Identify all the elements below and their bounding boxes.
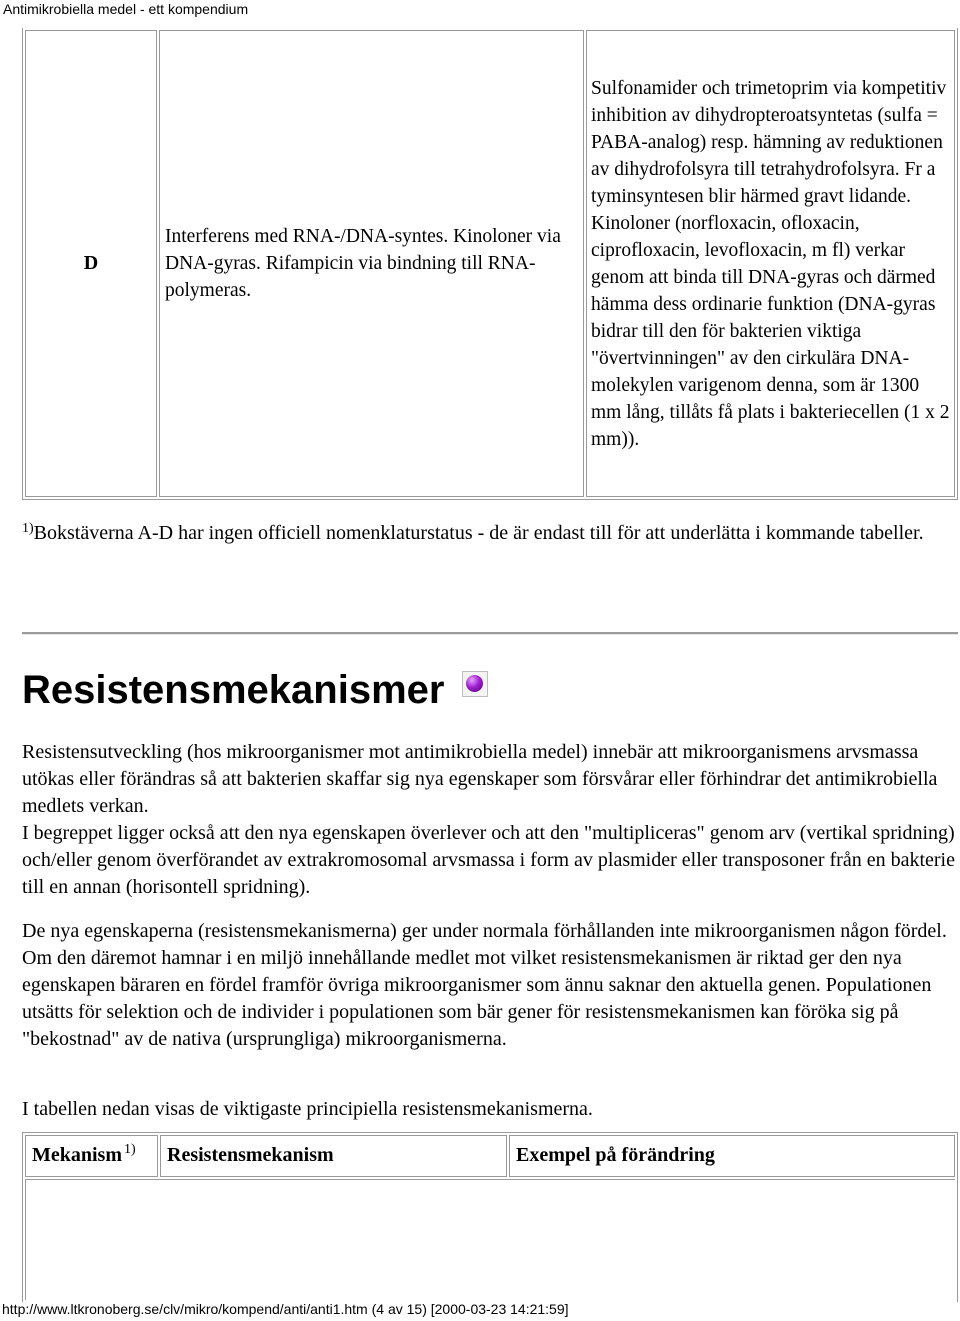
description-cell bbox=[586, 30, 955, 497]
resistance-mechanism-table bbox=[22, 1132, 958, 1302]
table-cell-empty bbox=[25, 1179, 955, 1300]
paragraph-resistance-development bbox=[22, 739, 958, 901]
paragraph-text: I begreppet ligger också att den nya egenskapen överlever och att den "multipliceras" genom arv (vertikal spridning) och/eller genom överförandet av extrakromosomal arvsmassa i form av plasmider eller transposoner från en bakterie till en annan (horisontell spridning). bbox=[22, 822, 955, 898]
section-heading bbox=[22, 664, 488, 716]
footnote-marker: 1) bbox=[22, 521, 34, 536]
antimicrobial-mechanism-table bbox=[22, 28, 958, 500]
paragraph-table-intro: I tabellen nedan visas de viktigaste principiella resistensmekanismerna. bbox=[22, 1098, 593, 1120]
description-text: Sulfonamider och trimetoprim via kompetitiv inhibition av dihydropteroatsyntetas (sulfa = PABA-analog) resp. hämning av reduktionen av dihydrofolsyra till tetrahydrofolsyra. Fr a tyminsyntesen blir härmed gravt lidande. Kinoloner (norfloxacin, ofloxacin, ciprofloxacin, levofloxacin, m fl) verkar genom att binda till DNA-gyras och därmed hämma dess ordinarie funktion (DNA-gyras bidrar till den för bakterien viktiga "övertvinningen" av den cirkulära DNA-molekylen varigenom denna, som är 1300 mm lång, tillåts få plats i bakteriecellen (1 x 2 mm)). bbox=[591, 77, 950, 450]
print-header-title: Antimikrobiella medel - ett kompendium bbox=[3, 1, 249, 17]
footnote bbox=[22, 520, 952, 547]
target-text: Interferens med RNA-/DNA-syntes. Kinoloner via DNA-gyras. Rifampicin via bindning till RNA-polymeras. bbox=[165, 226, 561, 301]
table-row bbox=[25, 1179, 955, 1300]
paragraph-selection: De nya egenskaperna (resistensmekanismerna) ger under normala förhållanden inte mikroorganismen någon fördel. Om den däremot hamnar i en miljö innehållande medlet mot vilket resistensmekanismen är riktad ger den nya egenskapen bäraren en fördel framför övriga mikroorganismer som ännu saknar den aktuella genen. Populationen utsätts för selektion och de individer i populationen som bär gener för resistensmekanismen kan föröka sig på "bekostnad" av de nativa (ursprungliga) mikroorganismerna. bbox=[22, 920, 947, 1050]
purple-sphere-icon bbox=[462, 671, 488, 697]
section-heading-text: Resistensmekanismer bbox=[22, 668, 445, 712]
horizontal-divider bbox=[22, 632, 958, 635]
column-header-example: Exempel på förändring bbox=[509, 1135, 955, 1177]
footnote-text: Bokstäverna A-D har ingen officiell nomenklaturstatus - de är endast till för att underlätta i kommande tabeller. bbox=[33, 522, 924, 544]
table-header-row bbox=[25, 1135, 955, 1177]
paragraph-text: Resistensutveckling (hos mikroorganismer mot antimikrobiella medel) innebär att mikroorganismens arvsmassa utökas eller förändras så att bakterien skaffar sig nya egenskaper som försvårar eller förhindrar det antimikrobiella medlets verkan. bbox=[22, 741, 938, 817]
column-header-resistance-mechanism: Resistensmekanism bbox=[160, 1135, 507, 1177]
print-footer-url: http://www.ltkronoberg.se/clv/mikro/kompend/anti/anti1.htm (4 av 15) [2000-03-23 14:21:59] bbox=[2, 1301, 569, 1317]
column-header-footnote-marker: 1) bbox=[124, 1142, 136, 1157]
table-row bbox=[25, 30, 955, 497]
target-cell bbox=[159, 30, 584, 497]
mechanism-letter-cell: D bbox=[25, 30, 157, 497]
column-header-mechanism: Mekanism $^{1)}$ bbox=[25, 1135, 158, 1177]
